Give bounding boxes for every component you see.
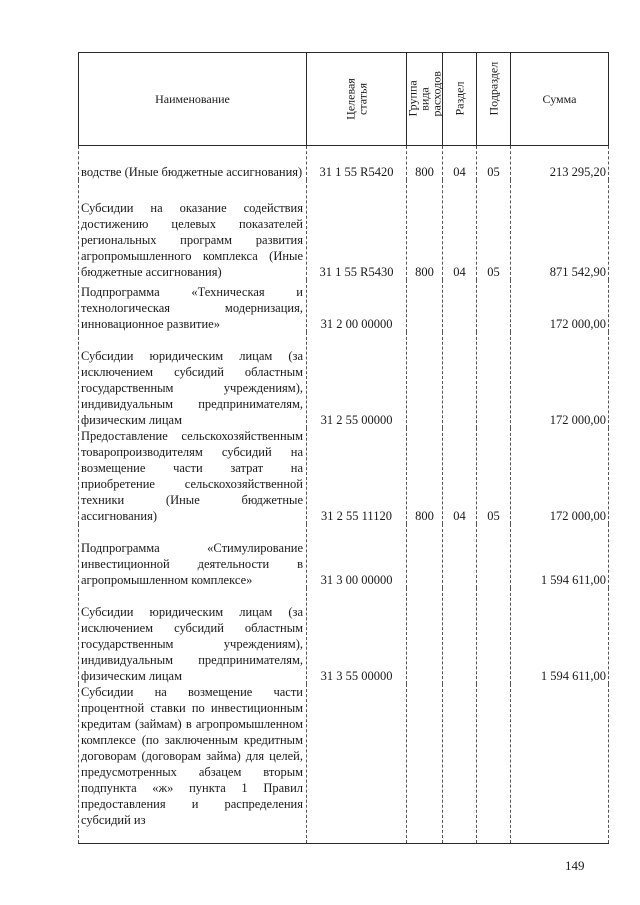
- header-expense-group: Группа вида расходов: [407, 53, 443, 146]
- header-target-article: Целевая статья: [307, 53, 407, 146]
- row-sum: 172 000,00: [511, 428, 609, 524]
- row-group: [407, 332, 443, 428]
- row-subsection: [477, 280, 511, 332]
- row-group: [407, 684, 443, 844]
- row-subsection: 05: [477, 146, 511, 180]
- table-row: [79, 180, 609, 280]
- table-header-row: [79, 53, 609, 146]
- budget-table: [78, 52, 609, 844]
- row-sum: 172 000,00: [511, 280, 609, 332]
- row-group: [407, 280, 443, 332]
- row-group: [407, 588, 443, 684]
- row-name: Предоставление сельскохозяйственным товаропроизводителям субсидий на возмещение части затрат на приобретение сельскохозяйственной техники (Иные бюджетные ассигнования): [79, 428, 307, 524]
- row-name: водстве (Иные бюджетные ассигнования): [79, 146, 307, 180]
- row-name: Субсидии на оказание содействия достижению целевых показателей региональных программ развития агропромышленного комплекса (Иные бюджетные ассигнования): [79, 180, 307, 280]
- row-subsection: [477, 332, 511, 428]
- page-number: 149: [565, 858, 585, 873]
- row-section: 04: [443, 180, 477, 280]
- row-section: [443, 524, 477, 588]
- table-row: [79, 684, 609, 844]
- row-subsection: 05: [477, 428, 511, 524]
- budget-table-page: [78, 52, 608, 842]
- row-sum: 1 594 611,00: [511, 588, 609, 684]
- table-row: [79, 524, 609, 588]
- row-subsection: [477, 684, 511, 844]
- table-row: [79, 428, 609, 524]
- header-sum: Сумма: [511, 53, 609, 146]
- row-article: 31 1 55 R5420: [307, 146, 407, 180]
- row-subsection: [477, 524, 511, 588]
- row-name: Субсидии на возмещение части процентной ставки по инвестиционным кредитам (займам) в агропромышленном комплексе (по заключенным кредитным договорам (договорам займа) для целей, предусмотренных абзацем вторым подпункта «ж» пункта 1 Правил предоставления и распределения субсидий из: [79, 684, 307, 844]
- row-group: 800: [407, 428, 443, 524]
- row-group: 800: [407, 180, 443, 280]
- row-group: [407, 524, 443, 588]
- row-sum: [511, 684, 609, 844]
- header-subsection: Подраздел: [477, 53, 511, 146]
- table-row: [79, 588, 609, 684]
- table-row: [79, 146, 609, 180]
- row-subsection: 05: [477, 180, 511, 280]
- row-name: Субсидии юридическим лицам (за исключением субсидий областным государственным учреждениям), индивидуальным предпринимателям, физическим лицам: [79, 588, 307, 684]
- row-section: [443, 332, 477, 428]
- row-name: Подпрограмма «Стимулирование инвестиционной деятельности в агропромышленном комплексе»: [79, 524, 307, 588]
- row-sum: 213 295,20: [511, 146, 609, 180]
- row-sum: 871 542,90: [511, 180, 609, 280]
- row-subsection: [477, 588, 511, 684]
- header-section: Раздел: [443, 53, 477, 146]
- header-name: Наименование: [79, 53, 307, 146]
- row-section: [443, 684, 477, 844]
- row-article: 31 2 55 11120: [307, 428, 407, 524]
- row-section: [443, 280, 477, 332]
- row-sum: 1 594 611,00: [511, 524, 609, 588]
- row-section: 04: [443, 428, 477, 524]
- row-section: 04: [443, 146, 477, 180]
- row-article: 31 2 55 00000: [307, 332, 407, 428]
- row-name: Подпрограмма «Техническая и технологическая модернизация, инновационное развитие»: [79, 280, 307, 332]
- row-group: 800: [407, 146, 443, 180]
- row-article: [307, 684, 407, 844]
- row-section: [443, 588, 477, 684]
- row-article: 31 2 00 00000: [307, 280, 407, 332]
- row-article: 31 1 55 R5430: [307, 180, 407, 280]
- row-name: Субсидии юридическим лицам (за исключением субсидий областным государственным учреждениям), индивидуальным предпринимателям, физическим лицам: [79, 332, 307, 428]
- row-article: 31 3 55 00000: [307, 588, 407, 684]
- row-article: 31 3 00 00000: [307, 524, 407, 588]
- table-row: [79, 280, 609, 332]
- table-row: [79, 332, 609, 428]
- row-sum: 172 000,00: [511, 332, 609, 428]
